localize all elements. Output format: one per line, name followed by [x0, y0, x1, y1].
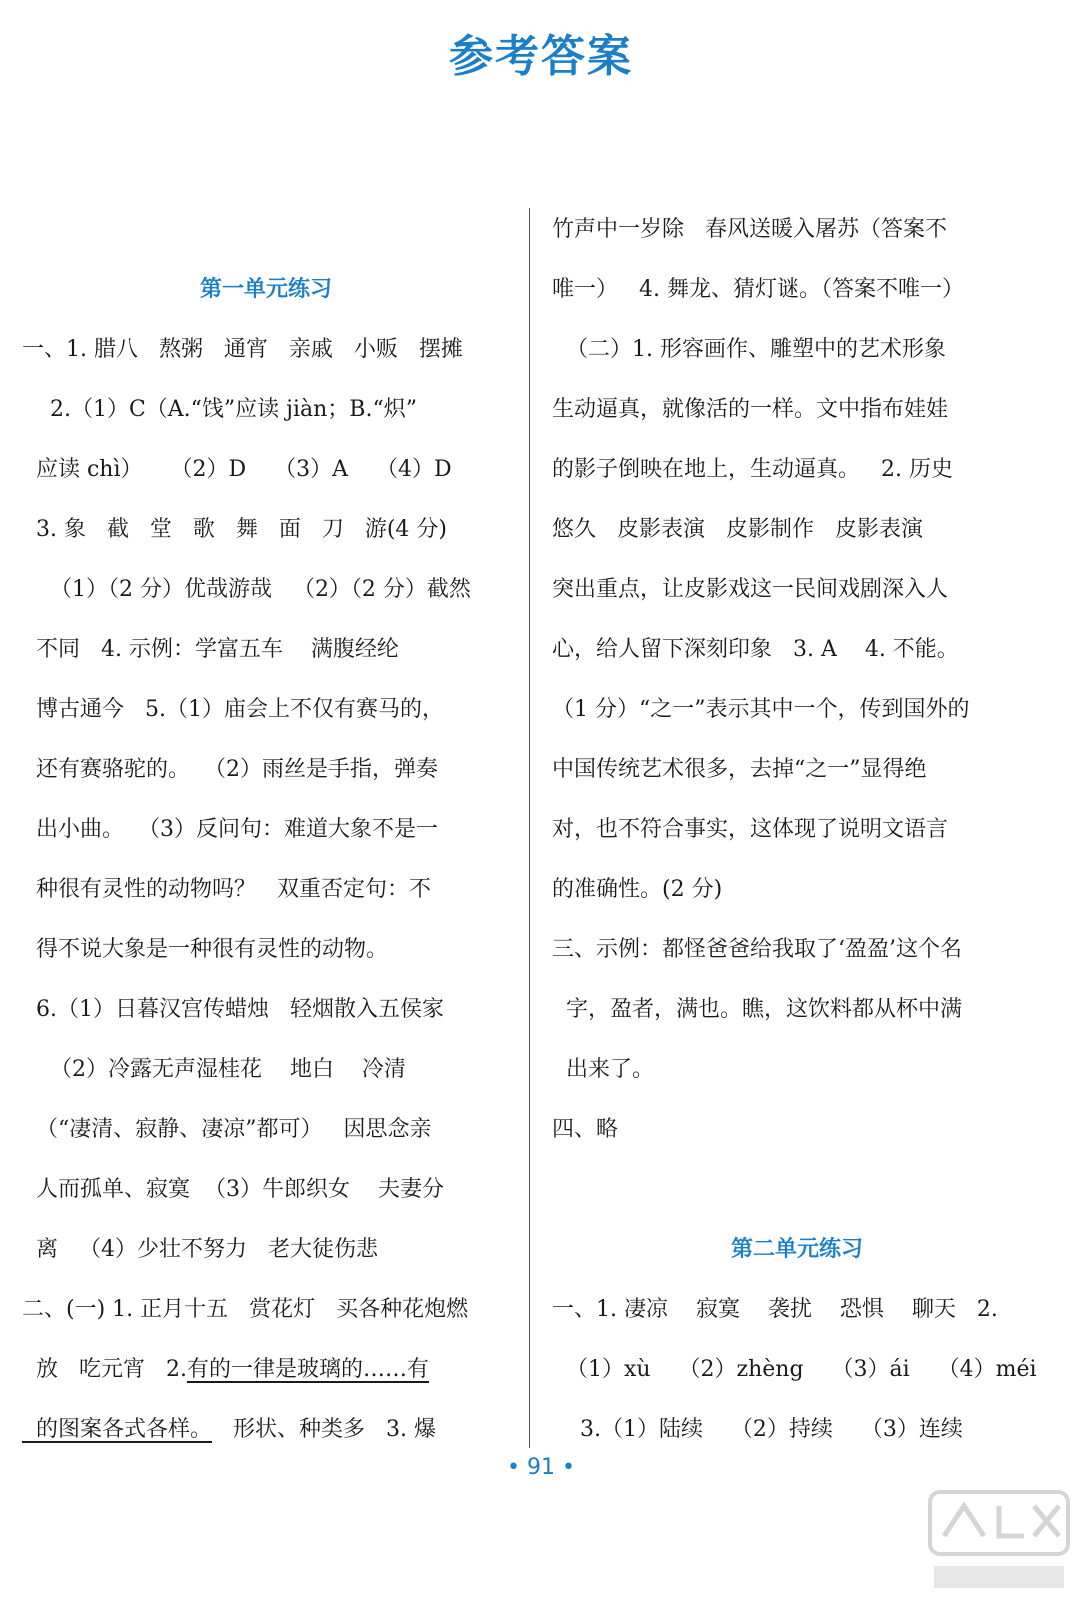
line-text: （1）（2 分）优哉游哉 （2）（2 分）截然	[22, 577, 471, 602]
line-text: （“凄清、寂静、凄凉”都可） 因思念亲	[22, 1117, 432, 1142]
line-text: 3. 象 截 堂 歌 舞 面 刀 游(4 分)	[22, 517, 447, 542]
answer-line	[552, 440, 1042, 500]
answer-line	[22, 800, 510, 860]
page-number: • 91 •	[507, 1455, 575, 1480]
answer-line	[22, 740, 510, 800]
line-text: （1）xù （2）zhèng （3）ái （4）méi	[552, 1357, 1037, 1382]
answer-line	[552, 200, 1042, 260]
line-text: 种很有灵性的动物吗？ 双重否定句：不	[22, 877, 431, 902]
line-text: 四、略	[552, 1117, 619, 1142]
underlined-text: 有的一律是玻璃的……有	[186, 1357, 429, 1382]
answer-line	[22, 500, 510, 560]
line-text: 放 吃元宵 2.	[22, 1357, 187, 1382]
line-text: 离 （4）少壮不努力 老大徒伤悲	[22, 1237, 378, 1262]
line-text: 6.（1）日暮汉宫传蜡烛 轻烟散入五侯家	[22, 997, 444, 1022]
answer-line	[552, 620, 1042, 680]
answer-line	[22, 620, 510, 680]
answer-line	[22, 1400, 510, 1460]
spacer	[22, 200, 510, 260]
answer-line	[22, 920, 510, 980]
line-text: 博古通今 5.（1）庙会上不仅有赛马的，	[22, 697, 444, 722]
section-heading	[22, 260, 510, 320]
answer-line	[22, 1100, 510, 1160]
line-text: 一、1. 凄凉 寂寞 袭扰 恐惧 聊天 2.	[552, 1297, 998, 1322]
answer-line	[22, 1160, 510, 1220]
line-text: 心，给人留下深刻印象 3. A 4. 不能。	[552, 637, 959, 662]
line-text: 3.（1）陆续 （2）持续 （3）连续	[552, 1417, 963, 1442]
answer-line	[552, 1340, 1042, 1400]
line-text: （二）1. 形容画作、雕塑中的艺术形象	[552, 337, 946, 362]
line-text: 悠久 皮影表演 皮影制作 皮影表演	[552, 517, 923, 542]
answer-line	[22, 560, 510, 620]
line-text: 人而孤单、寂寞 （3）牛郎织女 夫妻分	[22, 1177, 444, 1202]
line-text: 竹声中一岁除 春风送暖入屠苏（答案不	[552, 217, 947, 242]
answer-line	[552, 1280, 1042, 1340]
line-text: 还有赛骆驼的。 （2）雨丝是手指，弹奏	[22, 757, 438, 782]
line-text: 2.（1）C（A.“饯”应读 jiàn；B.“炽”	[22, 397, 417, 422]
answer-line	[22, 980, 510, 1040]
line-text: 出来了。	[552, 1057, 654, 1082]
answer-line	[552, 680, 1042, 740]
answer-line	[22, 1220, 510, 1280]
line-text: 二、(一) 1. 正月十五 赏花灯 买各种花炮燃	[22, 1297, 469, 1322]
line-text: 三、示例：都怪爸爸给我取了‘盈盈’这个名	[552, 937, 962, 962]
line-text: 第二单元练习	[730, 1237, 863, 1262]
answer-line	[552, 800, 1042, 860]
answer-line	[22, 680, 510, 740]
answer-line	[22, 1340, 510, 1400]
line-text-after: 形状、种类多 3. 爆	[212, 1417, 436, 1442]
line-text: 得不说大象是一种很有灵性的动物。	[22, 937, 388, 962]
line-text: 的准确性。(2 分)	[552, 877, 723, 902]
answer-line	[552, 980, 1042, 1040]
line-text: 中国传统艺术很多，去掉“之一”显得绝	[552, 757, 927, 782]
answer-line	[22, 860, 510, 920]
answer-line	[552, 380, 1042, 440]
spacer	[552, 1160, 1042, 1220]
line-text: 的影子倒映在地上，生动逼真。 2. 历史	[552, 457, 953, 482]
line-text: 字，盈者，满也。瞧，这饮料都从杯中满	[552, 997, 962, 1022]
line-text: 第一单元练习	[199, 277, 332, 302]
line-text: （1 分）“之一”表示其中一个，传到国外的	[552, 697, 970, 722]
page-title: 参考答案	[449, 31, 633, 82]
line-text: 一、1. 腊八 熬粥 通宵 亲戚 小贩 摆摊	[22, 337, 463, 362]
line-text: 对，也不符合事实，这体现了说明文语言	[552, 817, 949, 842]
line-text: 唯一） 4. 舞龙、猜灯谜。（答案不唯一）	[552, 277, 964, 302]
answer-line	[22, 320, 510, 380]
answer-line	[552, 260, 1042, 320]
answer-line	[22, 440, 510, 500]
answer-line	[552, 560, 1042, 620]
answer-line	[552, 1040, 1042, 1100]
column-divider	[529, 208, 530, 1448]
answer-line	[552, 860, 1042, 920]
line-text: 不同 4. 示例：学富五车 满腹经纶	[22, 637, 399, 662]
line-text: 突出重点，让皮影戏这一民间戏剧深入人	[552, 577, 949, 602]
watermark-logo-icon	[924, 1486, 1074, 1596]
line-text: （2）冷露无声湿桂花 地白 冷清	[22, 1057, 406, 1082]
answer-line	[552, 1100, 1042, 1160]
answer-line	[552, 920, 1042, 980]
right-column	[552, 200, 1042, 1460]
line-text: 出小曲。 （3）反问句：难道大象不是一	[22, 817, 438, 842]
answer-line	[22, 1040, 510, 1100]
left-column	[22, 200, 510, 1460]
answer-line	[22, 380, 510, 440]
answer-line	[552, 740, 1042, 800]
line-text: 应读 chì） （2）D （3）A （4）D	[22, 457, 452, 482]
underlined-text: 的图案各式各样。	[22, 1417, 212, 1442]
line-text: 生动逼真，就像活的一样。文中指布娃娃	[552, 397, 949, 422]
answer-line	[552, 1400, 1042, 1460]
answer-line	[22, 1280, 510, 1340]
section-heading	[552, 1220, 1042, 1280]
answer-line	[552, 320, 1042, 380]
answer-line	[552, 500, 1042, 560]
